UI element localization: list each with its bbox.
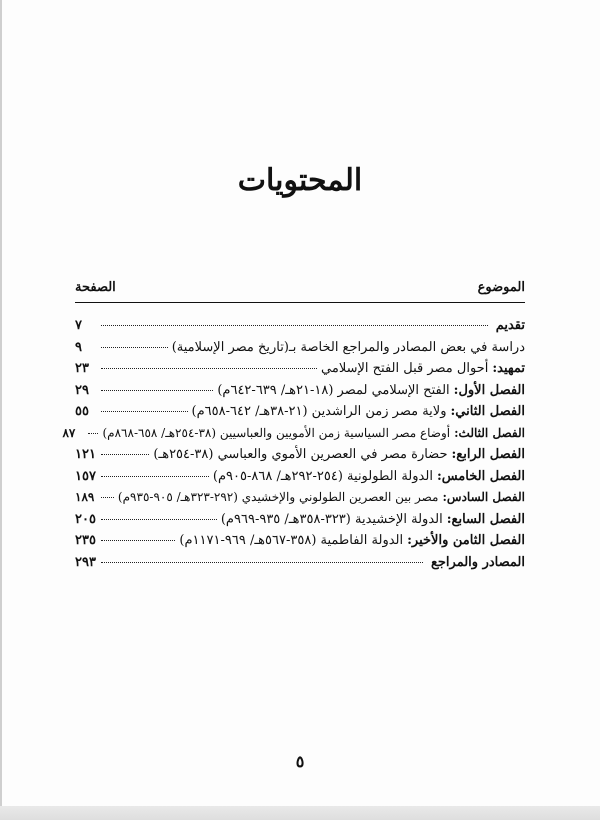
table-of-contents [62,318,525,576]
toc-entry [75,340,525,362]
entry-label: الفصل الثاني: [450,404,525,419]
entry-title: مصر بين العصرين الطولوني والإخشيدي (٢٩٢-٣٢٣هـ/ ٩٠٥-٩٣٥م) [117,490,439,504]
dot-leader [101,368,317,369]
entry-title: الدولة الإخشيدية (٣٢٣-٣٥٨هـ/ ٩٣٥-٩٦٩م) [220,511,443,527]
entry-page-number: ٧ [75,318,82,333]
entry-label: تقديم [495,318,525,333]
toc-entry [75,490,525,512]
toc-entry [75,469,525,491]
toc-entry [75,555,525,577]
entry-page-number: ١٢١ [75,447,96,462]
entry-label: الفصل السادس: [442,490,525,504]
entry-title: أحوال مصر قبل الفتح الإسلامي [321,361,489,376]
page-number: ٥ [295,752,305,771]
toc-entry [62,425,525,448]
toc-entry [75,318,525,340]
toc-entry [75,404,525,426]
dot-leader [88,433,98,434]
entry-page-number: ٢٣ [75,361,89,376]
entry-label: الفصل الأول: [453,382,525,398]
entry-page-number: ٢٠٥ [75,511,96,527]
dot-leader [101,411,188,412]
entry-label: الفصل الخامس: [436,468,525,484]
topic-column-header: الموضوع [477,280,525,295]
dot-leader [101,562,423,563]
dot-leader [101,325,488,326]
entry-label: المصادر والمراجع [430,554,525,570]
dot-leader [101,347,168,348]
entry-page-number: ٩ [75,339,82,355]
toc-entry [75,383,525,405]
entry-page-number: ٢٩٣ [75,554,96,570]
entry-label: تمهيد: [492,361,525,376]
entry-page-number: ١٨٩ [75,490,95,504]
dot-leader [101,454,149,455]
entry-title: الدولة الطولونية (٢٥٤-٢٩٢هـ/ ٨٦٨-٩٠٥م) [212,468,433,484]
entry-title: حضارة مصر في العصرين الأموي والعباسي (٣٨-٢٥٤هـ) [153,447,448,462]
entry-page-number: ٨٧ [62,425,76,440]
entry-title: الدولة الفاطمية (٣٥٨-٥٦٧هـ/ ٩٦٩-١١٧١م) [179,533,404,548]
page-edge [0,0,2,820]
entry-label: الفصل الثامن والأخير: [407,533,525,548]
entry-label: الفصل السابع: [446,511,525,527]
toc-header [75,280,525,302]
entry-title: دراسة في بعض المصادر والمراجع الخاصة بـ(تاريخ مصر الإسلامية) [171,339,525,355]
toc-entry [75,533,525,555]
entry-label: الفصل الرابع: [451,447,525,462]
entry-page-number: ١٥٧ [75,468,96,484]
entry-page-number: ٢٣٥ [75,533,96,548]
page-bottom-edge [0,806,600,820]
header-divider [75,302,525,303]
toc-entry [75,447,525,469]
entry-title: الفتح الإسلامي لمصر (١٨-٢١هـ/ ٦٣٩-٦٤٢م) [217,382,450,398]
dot-leader [101,497,114,498]
entry-page-number: ٢٩ [75,382,89,398]
dot-leader [101,519,217,520]
entry-title: أوضاع مصر السياسية زمن الأمويين والعباسيين (٣٨-٢٥٤هـ/ ٦٥٨-٨٦٨م) [102,425,451,440]
dot-leader [101,390,213,391]
toc-entry [75,512,525,534]
entry-label: الفصل الثالث: [454,425,525,440]
entry-page-number: ٥٥ [75,404,89,419]
toc-entry [75,361,525,383]
entry-title: ولاية مصر زمن الراشدين (٢١-٣٨هـ/ ٦٤٢-٦٥٨م) [191,404,447,419]
page-title: المحتويات [237,163,363,198]
page-column-header: الصفحة [75,280,116,295]
dot-leader [101,476,209,477]
dot-leader [101,540,175,541]
